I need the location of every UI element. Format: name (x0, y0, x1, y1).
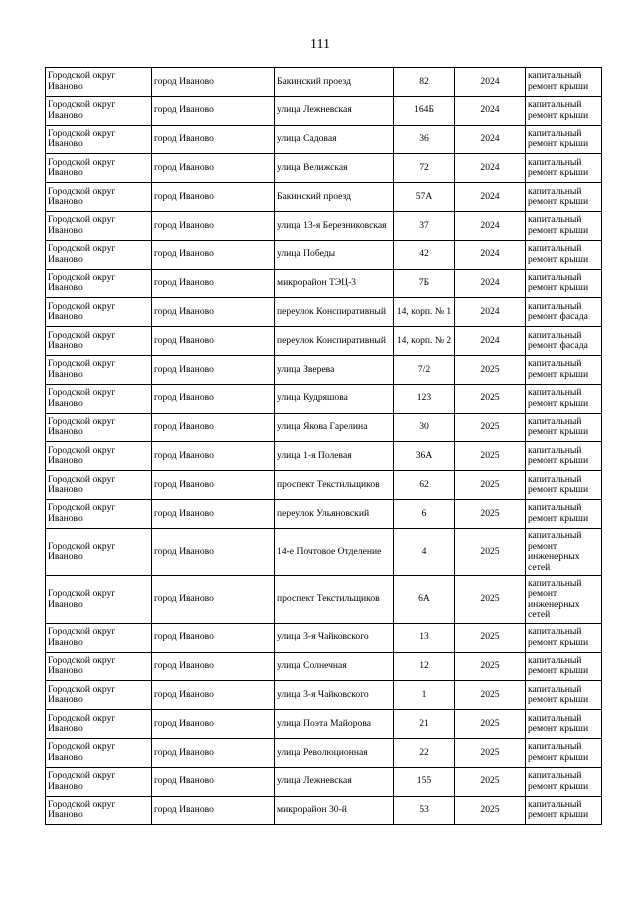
year-cell: 2025 (455, 355, 526, 384)
year-cell: 2025 (455, 442, 526, 471)
okrug-cell: Городской округ Иваново (46, 576, 152, 624)
okrug-cell: Городской округ Иваново (46, 767, 152, 796)
table-row (46, 652, 602, 681)
city-cell: город Иваново (152, 211, 275, 240)
house-number-cell: 123 (394, 384, 455, 413)
okrug-cell: Городской округ Иваново (46, 471, 152, 500)
okrug-cell: Городской округ Иваново (46, 528, 152, 576)
city-cell: город Иваново (152, 240, 275, 269)
table-row (46, 211, 602, 240)
work-type-cell: капитальный ремонт крыши (526, 652, 602, 681)
year-cell: 2025 (455, 576, 526, 624)
table-row (46, 183, 602, 212)
address-registry-table (45, 67, 602, 825)
street-cell: улица Якова Гарелина (275, 413, 394, 442)
table-row (46, 298, 602, 327)
house-number-cell: 12 (394, 652, 455, 681)
city-cell: город Иваново (152, 681, 275, 710)
work-type-cell: капитальный ремонт крыши (526, 499, 602, 528)
house-number-cell: 30 (394, 413, 455, 442)
house-number-cell: 62 (394, 471, 455, 500)
okrug-cell: Городской округ Иваново (46, 269, 152, 298)
work-type-cell: капитальный ремонт крыши (526, 211, 602, 240)
street-cell: Бакинский проезд (275, 183, 394, 212)
year-cell: 2025 (455, 767, 526, 796)
city-cell: город Иваново (152, 413, 275, 442)
street-cell: проспект Текстильщиков (275, 576, 394, 624)
work-type-cell: капитальный ремонт фасада (526, 327, 602, 356)
street-cell: улица Зверева (275, 355, 394, 384)
work-type-cell: капитальный ремонт инженерных сетей (526, 528, 602, 576)
year-cell: 2024 (455, 154, 526, 183)
street-cell: улица 13-я Березниковская (275, 211, 394, 240)
city-cell: город Иваново (152, 767, 275, 796)
year-cell: 2024 (455, 298, 526, 327)
table-row (46, 327, 602, 356)
city-cell: город Иваново (152, 471, 275, 500)
okrug-cell: Городской округ Иваново (46, 96, 152, 125)
city-cell: город Иваново (152, 125, 275, 154)
year-cell: 2024 (455, 269, 526, 298)
year-cell: 2024 (455, 327, 526, 356)
street-cell: 14-е Почтовое Отделение (275, 528, 394, 576)
street-cell: переулок Конспиративный (275, 327, 394, 356)
work-type-cell: капитальный ремонт крыши (526, 355, 602, 384)
city-cell: город Иваново (152, 384, 275, 413)
city-cell: город Иваново (152, 154, 275, 183)
house-number-cell: 1 (394, 681, 455, 710)
street-cell: улица Садовая (275, 125, 394, 154)
street-cell: улица Лежневская (275, 767, 394, 796)
table-body (46, 68, 602, 825)
house-number-cell: 42 (394, 240, 455, 269)
table-row (46, 125, 602, 154)
house-number-cell: 82 (394, 68, 455, 97)
okrug-cell: Городской округ Иваново (46, 623, 152, 652)
house-number-cell: 155 (394, 767, 455, 796)
house-number-cell: 37 (394, 211, 455, 240)
city-cell: город Иваново (152, 327, 275, 356)
year-cell: 2025 (455, 623, 526, 652)
city-cell: город Иваново (152, 269, 275, 298)
okrug-cell: Городской округ Иваново (46, 413, 152, 442)
work-type-cell: капитальный ремонт крыши (526, 240, 602, 269)
okrug-cell: Городской округ Иваново (46, 710, 152, 739)
city-cell: город Иваново (152, 528, 275, 576)
okrug-cell: Городской округ Иваново (46, 384, 152, 413)
table-row (46, 442, 602, 471)
year-cell: 2025 (455, 499, 526, 528)
city-cell: город Иваново (152, 652, 275, 681)
house-number-cell: 7/2 (394, 355, 455, 384)
house-number-cell: 22 (394, 738, 455, 767)
work-type-cell: капитальный ремонт фасада (526, 298, 602, 327)
okrug-cell: Городской округ Иваново (46, 652, 152, 681)
okrug-cell: Городской округ Иваново (46, 125, 152, 154)
table-row (46, 384, 602, 413)
year-cell: 2025 (455, 710, 526, 739)
table-row (46, 710, 602, 739)
house-number-cell: 7Б (394, 269, 455, 298)
year-cell: 2024 (455, 211, 526, 240)
work-type-cell: капитальный ремонт крыши (526, 96, 602, 125)
city-cell: город Иваново (152, 68, 275, 97)
year-cell: 2024 (455, 240, 526, 269)
okrug-cell: Городской округ Иваново (46, 355, 152, 384)
house-number-cell: 57А (394, 183, 455, 212)
city-cell: город Иваново (152, 796, 275, 825)
street-cell: улица Лежневская (275, 96, 394, 125)
year-cell: 2025 (455, 413, 526, 442)
okrug-cell: Городской округ Иваново (46, 68, 152, 97)
table-row (46, 269, 602, 298)
okrug-cell: Городской округ Иваново (46, 211, 152, 240)
street-cell: улица Революционная (275, 738, 394, 767)
work-type-cell: капитальный ремонт крыши (526, 738, 602, 767)
work-type-cell: капитальный ремонт крыши (526, 125, 602, 154)
house-number-cell: 21 (394, 710, 455, 739)
street-cell: переулок Конспиративный (275, 298, 394, 327)
city-cell: город Иваново (152, 738, 275, 767)
year-cell: 2024 (455, 183, 526, 212)
table-row (46, 96, 602, 125)
house-number-cell: 14, корп. № 2 (394, 327, 455, 356)
year-cell: 2024 (455, 125, 526, 154)
okrug-cell: Городской округ Иваново (46, 327, 152, 356)
city-cell: город Иваново (152, 183, 275, 212)
street-cell: улица 3-я Чайковского (275, 681, 394, 710)
year-cell: 2025 (455, 681, 526, 710)
street-cell: улица 1-я Полевая (275, 442, 394, 471)
page-number: 111 (310, 37, 330, 52)
work-type-cell: капитальный ремонт крыши (526, 442, 602, 471)
table-row (46, 623, 602, 652)
house-number-cell: 13 (394, 623, 455, 652)
street-cell: улица Солнечная (275, 652, 394, 681)
work-type-cell: капитальный ремонт инженерных сетей (526, 576, 602, 624)
year-cell: 2025 (455, 471, 526, 500)
table-row (46, 576, 602, 624)
year-cell: 2025 (455, 528, 526, 576)
year-cell: 2024 (455, 96, 526, 125)
city-cell: город Иваново (152, 499, 275, 528)
year-cell: 2025 (455, 652, 526, 681)
street-cell: микрорайон ТЭЦ-3 (275, 269, 394, 298)
table-row (46, 681, 602, 710)
table-row (46, 240, 602, 269)
table-row (46, 355, 602, 384)
street-cell: улица Велижская (275, 154, 394, 183)
year-cell: 2024 (455, 68, 526, 97)
okrug-cell: Городской округ Иваново (46, 738, 152, 767)
house-number-cell: 72 (394, 154, 455, 183)
street-cell: улица Поэта Майорова (275, 710, 394, 739)
city-cell: город Иваново (152, 298, 275, 327)
work-type-cell: капитальный ремонт крыши (526, 68, 602, 97)
table-row (46, 68, 602, 97)
work-type-cell: капитальный ремонт крыши (526, 471, 602, 500)
okrug-cell: Городской округ Иваново (46, 499, 152, 528)
year-cell: 2025 (455, 738, 526, 767)
city-cell: город Иваново (152, 442, 275, 471)
street-cell: микрорайон 30-й (275, 796, 394, 825)
work-type-cell: капитальный ремонт крыши (526, 767, 602, 796)
okrug-cell: Городской округ Иваново (46, 796, 152, 825)
city-cell: город Иваново (152, 355, 275, 384)
work-type-cell: капитальный ремонт крыши (526, 269, 602, 298)
table-row (46, 528, 602, 576)
table-row (46, 471, 602, 500)
city-cell: город Иваново (152, 96, 275, 125)
house-number-cell: 36А (394, 442, 455, 471)
year-cell: 2025 (455, 384, 526, 413)
street-cell: улица Кудряшова (275, 384, 394, 413)
okrug-cell: Городской округ Иваново (46, 681, 152, 710)
table-row (46, 499, 602, 528)
work-type-cell: капитальный ремонт крыши (526, 796, 602, 825)
okrug-cell: Городской округ Иваново (46, 183, 152, 212)
table-row (46, 154, 602, 183)
work-type-cell: капитальный ремонт крыши (526, 710, 602, 739)
city-cell: город Иваново (152, 623, 275, 652)
okrug-cell: Городской округ Иваново (46, 298, 152, 327)
house-number-cell: 6А (394, 576, 455, 624)
house-number-cell: 14, корп. № 1 (394, 298, 455, 327)
street-cell: переулок Ульяновский (275, 499, 394, 528)
city-cell: город Иваново (152, 576, 275, 624)
work-type-cell: капитальный ремонт крыши (526, 623, 602, 652)
street-cell: улица Победы (275, 240, 394, 269)
work-type-cell: капитальный ремонт крыши (526, 413, 602, 442)
work-type-cell: капитальный ремонт крыши (526, 384, 602, 413)
work-type-cell: капитальный ремонт крыши (526, 154, 602, 183)
house-number-cell: 36 (394, 125, 455, 154)
house-number-cell: 164Б (394, 96, 455, 125)
work-type-cell: капитальный ремонт крыши (526, 681, 602, 710)
city-cell: город Иваново (152, 710, 275, 739)
house-number-cell: 53 (394, 796, 455, 825)
street-cell: Бакинский проезд (275, 68, 394, 97)
work-type-cell: капитальный ремонт крыши (526, 183, 602, 212)
okrug-cell: Городской округ Иваново (46, 240, 152, 269)
street-cell: улица 3-я Чайковского (275, 623, 394, 652)
okrug-cell: Городской округ Иваново (46, 442, 152, 471)
table-row (46, 738, 602, 767)
table-row (46, 767, 602, 796)
year-cell: 2025 (455, 796, 526, 825)
table-row (46, 796, 602, 825)
table-row (46, 413, 602, 442)
street-cell: проспект Текстильщиков (275, 471, 394, 500)
okrug-cell: Городской округ Иваново (46, 154, 152, 183)
house-number-cell: 6 (394, 499, 455, 528)
house-number-cell: 4 (394, 528, 455, 576)
